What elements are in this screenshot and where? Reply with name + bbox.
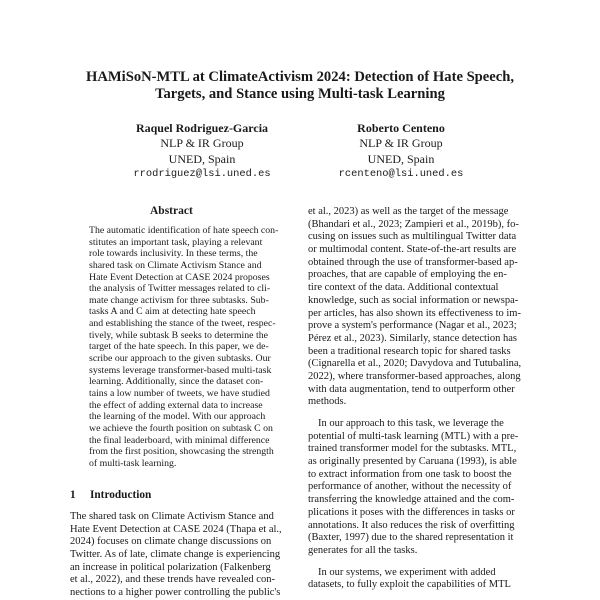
body-line: transferring the knowledge attained and the com- <box>308 494 515 506</box>
body-line: methods. <box>308 396 347 408</box>
abstract-line: of multi-task learning. <box>89 457 177 469</box>
body-line: (Baxter, 1997) due to the shared representation it <box>308 532 514 544</box>
section-heading <box>70 489 151 501</box>
author-affiliation: UNED, Spain <box>367 151 435 166</box>
body-line: per articles, has also shown its effectiveness to im- <box>308 307 521 319</box>
body-line: as originally presented by Caruana (1993), is able <box>308 456 517 468</box>
author-email[interactable]: rcenteno@lsi.uned.es <box>338 168 464 181</box>
abstract-body <box>89 225 289 469</box>
body-line: an increase in political polarization (Falkenberg <box>70 561 271 573</box>
body-line: to extract information from one task to boost the <box>308 468 512 480</box>
body-line: cusing on issues such as multilingual Twitter data <box>308 231 517 243</box>
author-block <box>311 121 491 183</box>
body-line: (Cignarella et al., 2020; Davydova and Tutubalina, <box>308 358 522 370</box>
body-line: Hate Event Detection at CASE 2024 (Thapa et al., <box>70 523 282 535</box>
intro-column-right <box>308 206 540 592</box>
body-line: 2022), where transformer-based approaches, along <box>308 370 521 382</box>
abstract-line: role towards inclusivity. In these terms, the <box>89 248 258 260</box>
paragraph-gap <box>308 558 540 567</box>
body-line: plications it poses with the differences in tasks or <box>308 506 515 518</box>
body-line: potential of multi-task learning (MTL) with a pre- <box>308 430 519 442</box>
abstract-line: tains a low number of tweets, we have studied <box>89 387 270 399</box>
body-line: (Bhandari et al., 2023; Zampieri et al., 2019b), fo- <box>308 218 519 230</box>
body-line: been a traditional research topic for shared tasks <box>308 345 511 357</box>
author-name: Raquel Rodriguez-Garcia <box>135 121 269 135</box>
body-line: The shared task on Climate Activism Stance and <box>70 511 274 522</box>
section-number: 1 <box>70 489 76 501</box>
title-line: HAMiSoN-MTL at ClimateActivism 2024: Detection of Hate Speech, <box>86 69 514 85</box>
body-line: nections to a higher power controlling the public's <box>70 587 281 599</box>
body-line: tire context of the data. Additional contextual <box>308 282 499 294</box>
author-email[interactable]: rrodriguez@lsi.uned.es <box>133 168 271 181</box>
paper-title <box>60 69 540 103</box>
abstract-line: mate change activism for three subtasks. Sub- <box>89 294 269 306</box>
abstract-line: tively, while subtask B seeks to determine the <box>89 329 268 341</box>
body-line: et al., 2022), and these trends have revealed con- <box>70 574 275 586</box>
abstract-line: The automatic identification of hate speech con- <box>89 225 279 236</box>
abstract-line: the final leaderboard, with minimal difference <box>89 434 270 446</box>
abstract-line: the analysis of Twitter messages related to cli- <box>89 283 271 295</box>
title-line: Targets, and Stance using Multi-task Learning <box>155 86 445 102</box>
abstract-line: systems leverage transformer-based multi-task <box>89 364 272 376</box>
body-line: knowledge, such as social information or newspa- <box>308 294 519 306</box>
body-line: obtained through the use of transformer-based ap- <box>308 256 518 268</box>
body-line: Twitter. As of late, climate change is experiencing <box>70 549 281 561</box>
body-line: In our systems, we experiment with added <box>318 566 496 578</box>
body-line: performance of another, without the necessity of <box>308 481 512 493</box>
author-group: NLP & IR Group <box>160 136 244 151</box>
abstract-line: learning. Additionally, since the dataset con- <box>89 376 264 388</box>
abstract-line: from the first position, showcasing the strength <box>89 446 274 458</box>
body-line: generates for all the tasks. <box>308 544 418 556</box>
body-line: datasets, to fully exploit the capabilities of MTL <box>308 579 511 591</box>
body-line: prove a system's performance (Nagar et al., 2023; <box>308 320 517 332</box>
body-line: annotations. It also reduces the risk of overfitting <box>308 519 515 531</box>
abstract-heading: Abstract <box>150 205 193 217</box>
body-line: In our approach to this task, we leverage the <box>318 418 504 429</box>
abstract-line: stitutes an important task, playing a relevant <box>89 236 263 248</box>
body-line: trained transformer model for the subtasks. MTL, <box>308 443 517 455</box>
abstract-line: the learning of the model. With our approach <box>89 411 266 423</box>
abstract-line: and establishing the stance of the tweet, respec- <box>89 318 276 330</box>
paragraph-gap <box>308 409 540 418</box>
body-line: or multimodal content. State-of-the-art results are <box>308 244 517 256</box>
abstract-line: the effect of adding external data to increase <box>89 399 263 411</box>
body-line: with data augmentation, tend to outperform other <box>308 383 515 395</box>
body-line: 2024) focuses on climate change discussions on <box>70 536 272 548</box>
author-group: NLP & IR Group <box>359 136 443 151</box>
author-name: Roberto Centeno <box>357 121 445 135</box>
body-line: Pérez et al., 2023). Similarly, stance detection has <box>308 332 517 344</box>
abstract-line: scribe our approach to the given subtasks. Our <box>89 353 271 365</box>
abstract-line: Hate Event Detection at CASE 2024 proposes <box>89 271 270 283</box>
author-block <box>112 121 292 183</box>
body-line: et al., 2023) as well as the target of the message <box>308 206 509 217</box>
section-title: Introduction <box>90 489 152 501</box>
author-affiliation: UNED, Spain <box>168 151 236 166</box>
body-line: proaches, that are capable of employing the en- <box>308 269 507 281</box>
abstract-line: tasks A and C aim at detecting hate speech <box>89 306 256 318</box>
abstract-line: shared task on Climate Activism Stance and <box>89 259 262 271</box>
intro-column-left <box>70 511 300 600</box>
abstract-line: we achieve the fourth position on subtask C on <box>89 422 273 434</box>
abstract-line: target of the hate speech. In this paper, we de- <box>89 341 269 353</box>
